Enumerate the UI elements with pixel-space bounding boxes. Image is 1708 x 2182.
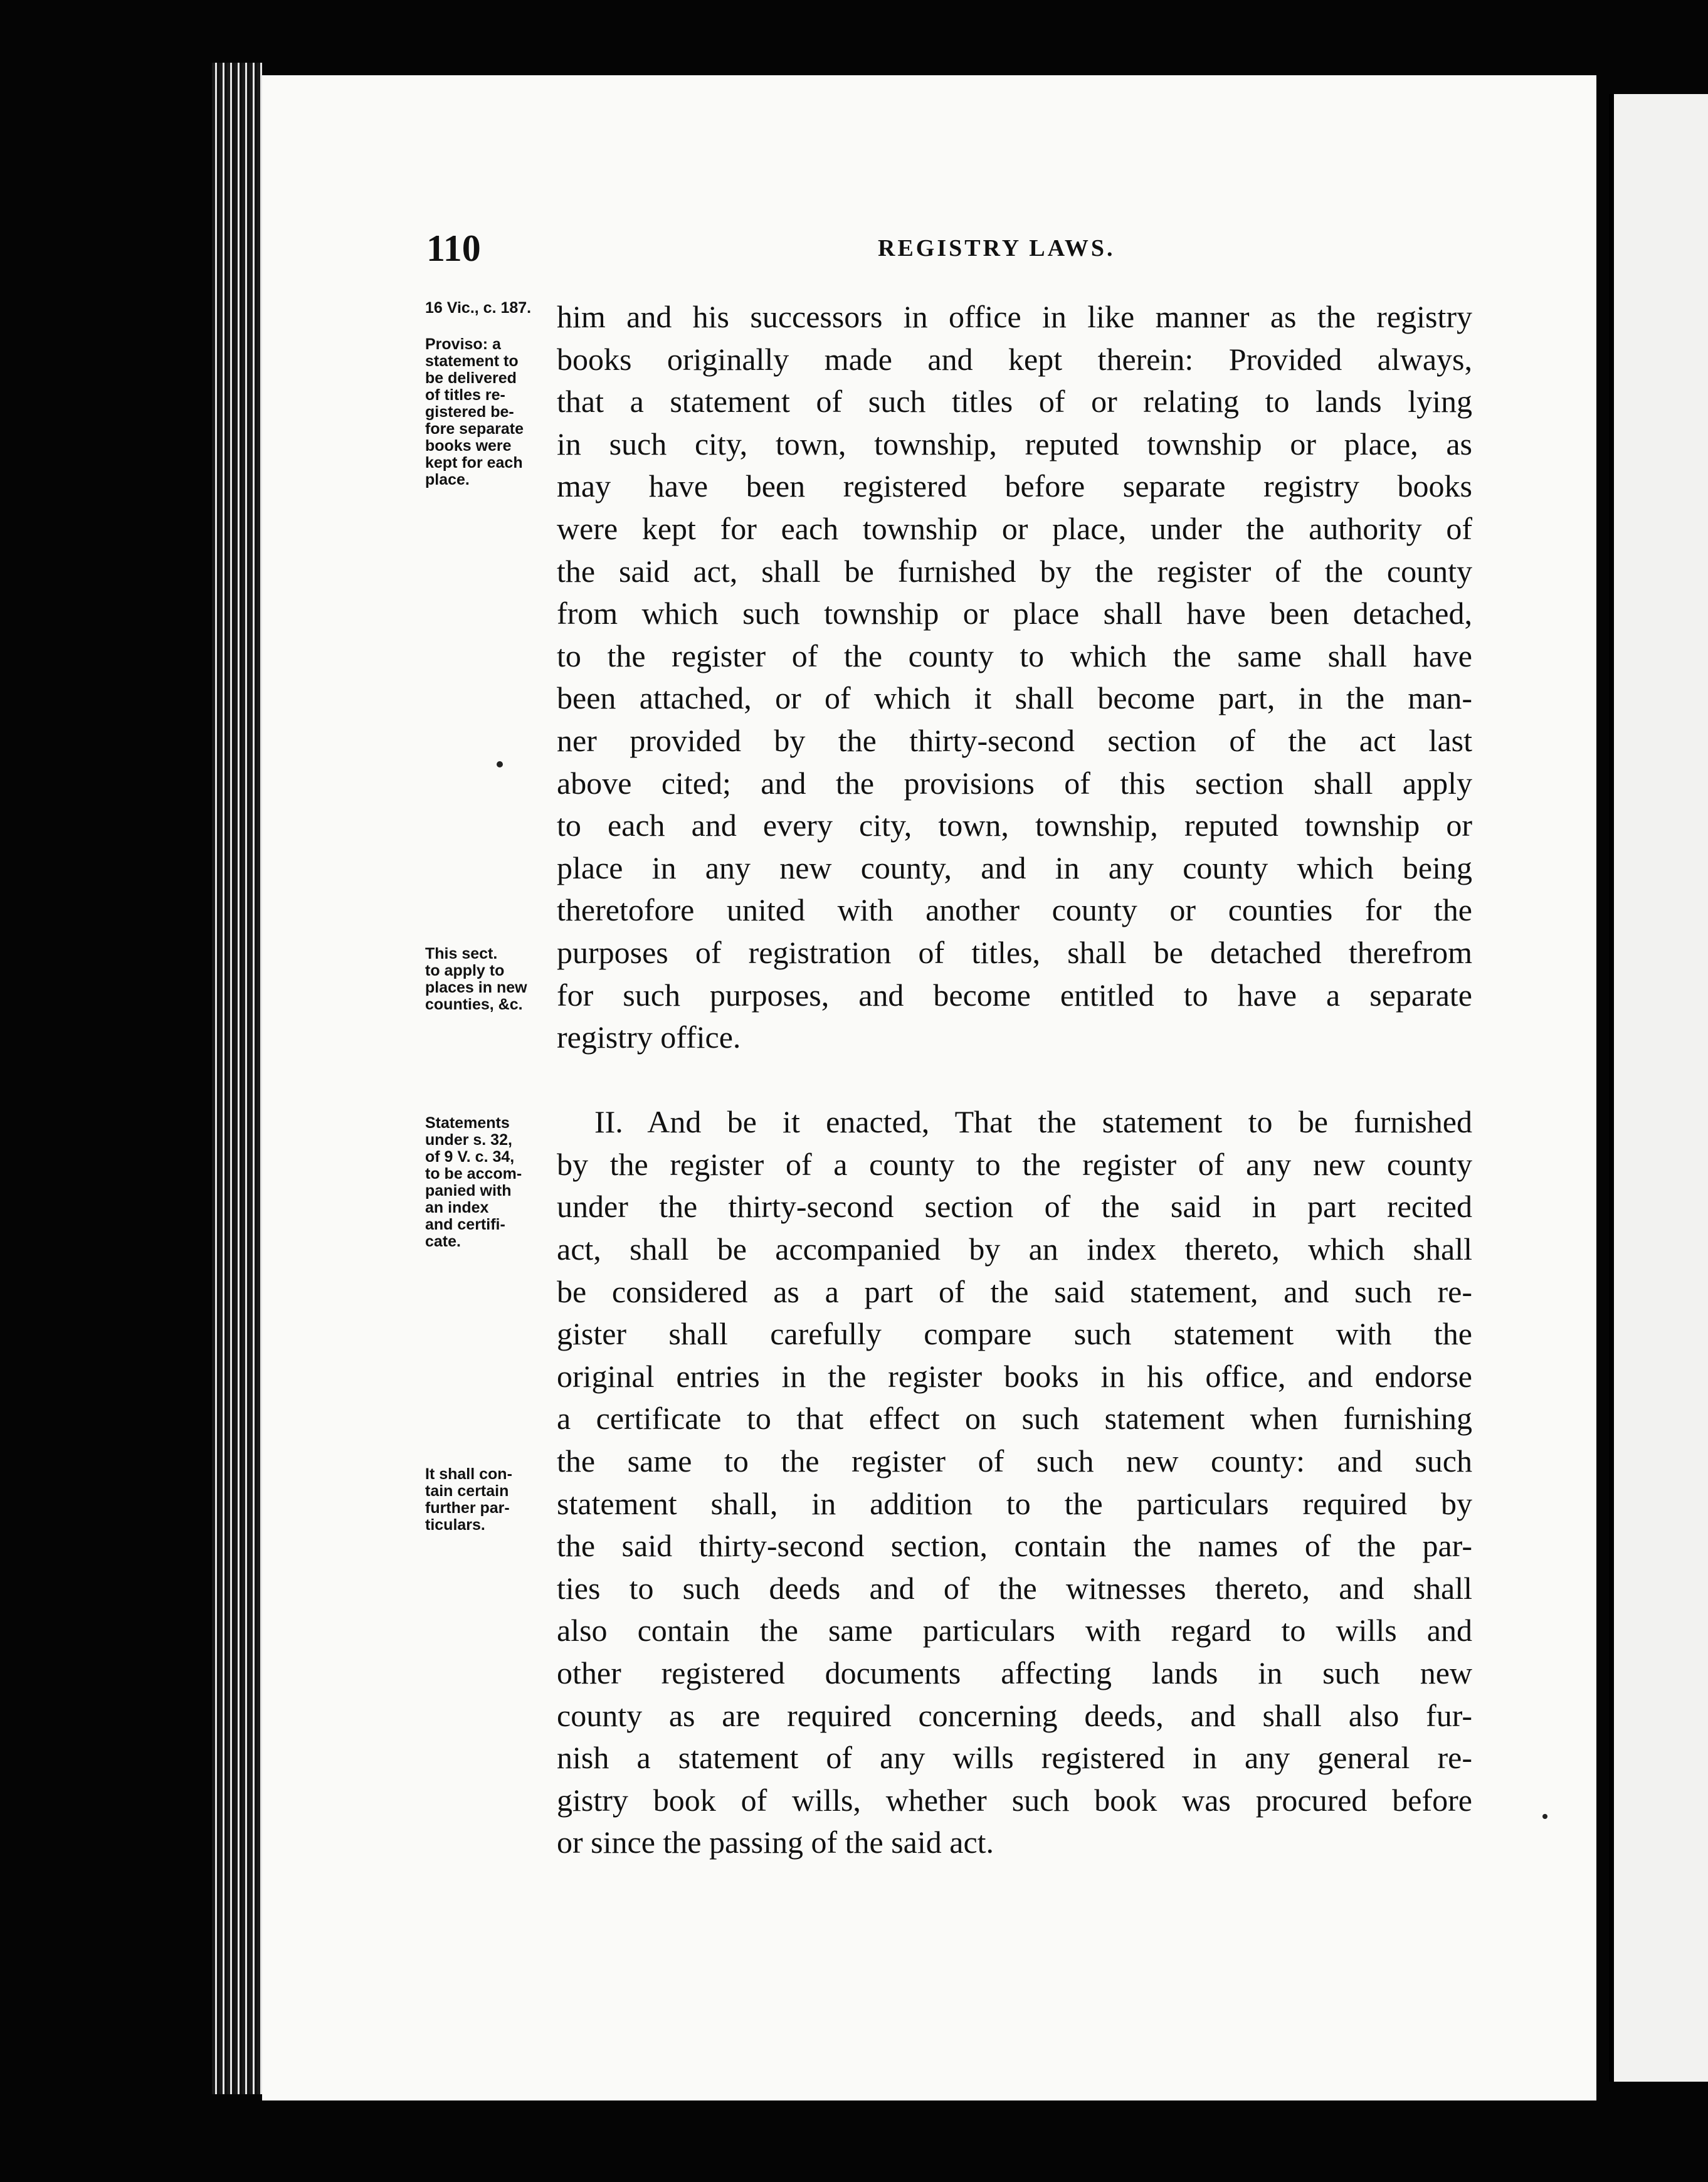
text-line: to the register of the county to which the same shall have	[557, 638, 1472, 673]
facing-page-edge	[1609, 94, 1708, 2082]
text-line: be considered as a part of the said statement, and such re-	[557, 1273, 1472, 1309]
text-line: original entries in the register books in his office, and endorse	[557, 1358, 1472, 1394]
text-line: the said act, shall be furnished by the register of the county	[557, 553, 1472, 589]
text-line: for such purposes, and become entitled to have a separate	[557, 977, 1472, 1013]
text-line: to each and every city, town, township, reputed township or	[557, 808, 1472, 843]
text-line: also contain the same particulars with regard to wills and	[557, 1613, 1472, 1648]
text-line: county as are required concerning deeds, and shall also fur-	[557, 1697, 1472, 1733]
text-line: him and his successors in office in like manner as the registry	[557, 299, 1472, 334]
margin-notes	[425, 300, 563, 1993]
text-line: ties to such deeds and of the witnesses thereto, and shall	[557, 1570, 1472, 1606]
text-line: above cited; and the provisions of this section shall apply	[557, 765, 1472, 801]
text-line: a certificate to that effect on such statement when furnishing	[557, 1401, 1472, 1436]
text-line: gistry book of wills, whether such book was procured before	[557, 1782, 1472, 1818]
text-line: purposes of registration of titles, shall be detached therefrom	[557, 934, 1472, 970]
main-text	[557, 296, 1472, 1864]
text-line: registry office.	[557, 1020, 741, 1055]
ink-speck	[497, 761, 503, 767]
paragraph	[557, 296, 1472, 1059]
text-line: gister shall carefully compare such statement with the	[557, 1316, 1472, 1352]
text-line: the same to the register of such new county: and such	[557, 1443, 1472, 1479]
text-line: ner provided by the thirty-second section of the act last	[557, 722, 1472, 758]
text-line: II. And be it enacted, That the statement to be furnished	[594, 1104, 1472, 1140]
paragraph-gap	[557, 1059, 1472, 1102]
margin-note-particulars: It shall con- tain certain further par- ticulars.	[425, 1465, 512, 1534]
page-number: 110	[426, 228, 481, 269]
margin-note-citation: 16 Vic., c. 187.	[425, 299, 532, 317]
running-head	[426, 227, 1467, 271]
text-line: theretofore united with another county or counties for the	[557, 892, 1472, 928]
page-edges	[212, 63, 262, 2094]
text-line: or since the passing of the said act.	[557, 1825, 994, 1860]
ink-speck	[1542, 1814, 1547, 1819]
margin-note-proviso: Proviso: a statement to be delivered of titles re- gistered be- fore separate books were kept for each place.	[425, 335, 524, 488]
text-line: nish a statement of any wills registered in any general re-	[557, 1740, 1472, 1776]
text-line: from which such township or place shall have been detached,	[557, 596, 1472, 631]
text-line: other registered documents affecting lands in such new	[557, 1655, 1472, 1690]
text-line: been attached, or of which it shall become part, in the man-	[557, 680, 1472, 716]
text-line: in such city, town, township, reputed township or place, as	[557, 426, 1472, 461]
text-line: under the thirty-second section of the said in part recited	[557, 1189, 1472, 1225]
text-line: books originally made and kept therein: Provided always,	[557, 341, 1472, 377]
text-line: that a statement of such titles of or relating to lands lying	[557, 384, 1472, 419]
text-line: place in any new county, and in any county which being	[557, 850, 1472, 885]
text-line: statement shall, in addition to the particulars required by	[557, 1485, 1472, 1521]
running-title: REGISTRY LAWS.	[878, 235, 1115, 261]
text-line: by the register of a county to the register of any new county	[557, 1146, 1472, 1182]
margin-note-new-counties: This sect. to apply to places in new counties, &c.	[425, 945, 527, 1013]
margin-note-statements: Statements under s. 32, of 9 V. c. 34, to be accom- panied with an index and certifi- cate.	[425, 1114, 522, 1250]
text-line: the said thirty-second section, contain the names of the par-	[557, 1528, 1472, 1564]
text-line: may have been registered before separate registry books	[557, 468, 1472, 504]
text-line: act, shall be accompanied by an index thereto, which shall	[557, 1231, 1472, 1267]
paragraph	[557, 1101, 1472, 1864]
text-line: were kept for each township or place, under the authority of	[557, 510, 1472, 546]
